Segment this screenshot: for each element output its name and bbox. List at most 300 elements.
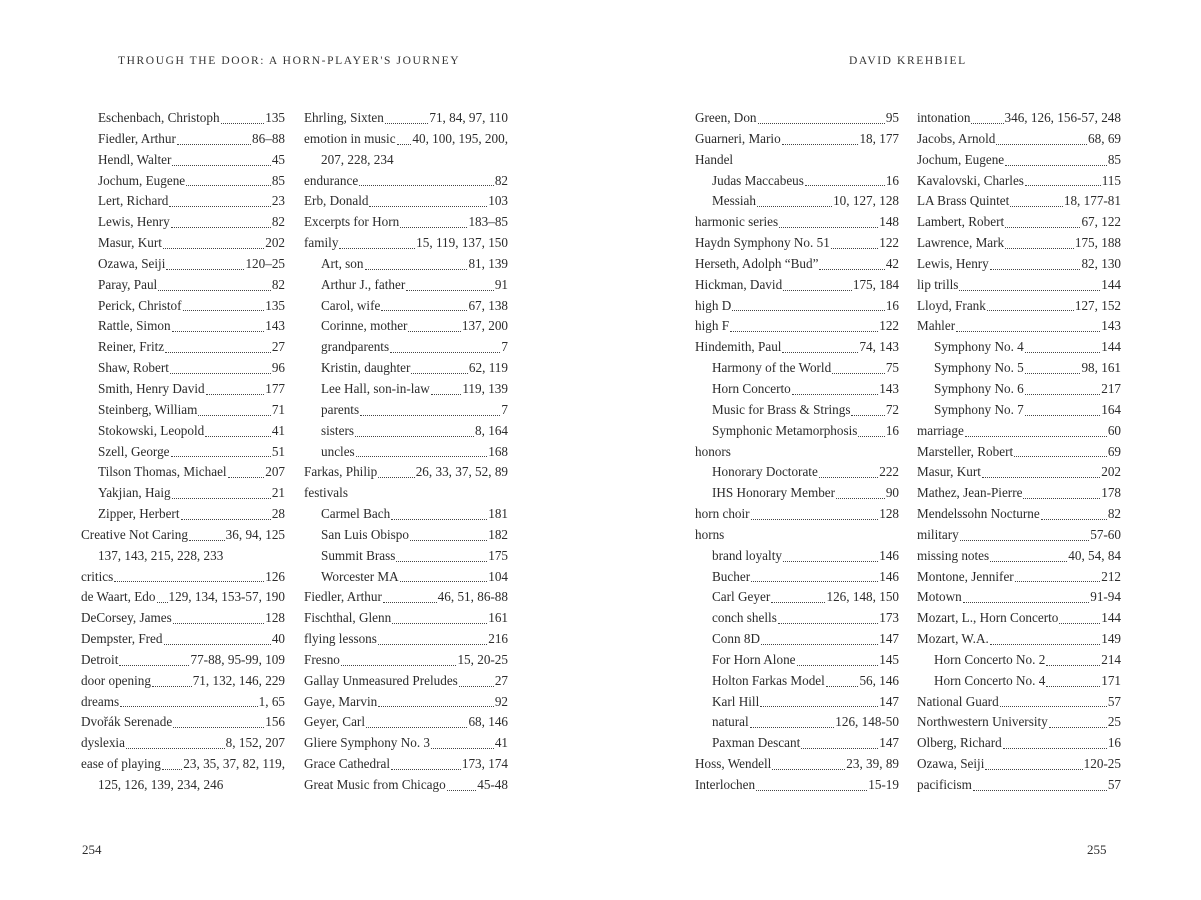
index-page-refs: 16 — [885, 422, 899, 438]
index-subentry — [81, 150, 285, 171]
dot-leader — [1005, 227, 1080, 228]
index-term: Herseth, Adolph “Bud” — [695, 255, 819, 271]
index-term: Paray, Paul — [98, 276, 158, 292]
index-page-refs: 57 — [1107, 693, 1121, 709]
dot-leader — [365, 269, 468, 270]
index-term: marriage — [917, 422, 964, 438]
index-page-refs: 57-60 — [1090, 526, 1121, 542]
dot-leader — [1059, 623, 1100, 624]
index-term: Creative Not Caring — [81, 526, 188, 542]
dot-leader — [1023, 498, 1100, 499]
index-subentry — [304, 337, 508, 358]
left-page — [0, 0, 600, 900]
index-term: Honorary Doctorate — [712, 464, 818, 480]
index-term: Ozawa, Seiji — [917, 756, 985, 772]
dot-leader — [171, 227, 271, 228]
index-page-refs: 182 — [488, 526, 508, 542]
index-term: critics — [81, 568, 114, 584]
index-entry — [917, 254, 1121, 275]
index-page-refs: 127, 152 — [1074, 297, 1121, 313]
index-term: Bucher — [712, 568, 751, 584]
index-page-refs: 71, 132, 146, 229 — [192, 672, 285, 688]
index-page-refs: 146 — [879, 568, 899, 584]
index-page-refs: 96 — [271, 360, 285, 376]
dot-leader — [1046, 665, 1100, 666]
dot-leader — [783, 290, 852, 291]
index-page-refs-continuation: 125, 126, 139, 234, 246 — [98, 777, 224, 792]
index-subentry — [304, 275, 508, 296]
index-term: parents — [321, 401, 360, 417]
index-page-refs: 98, 161 — [1081, 360, 1121, 376]
index-subentry — [695, 608, 899, 629]
index-page-refs: 23 — [271, 193, 285, 209]
index-term: Lee Hall, son-in-law — [321, 380, 430, 396]
index-term: IHS Honorary Member — [712, 485, 836, 501]
index-entry — [917, 150, 1121, 171]
index-page-refs: 72 — [885, 401, 899, 417]
dot-leader — [771, 602, 825, 603]
index-entry — [304, 233, 508, 254]
dot-leader — [183, 310, 265, 311]
index-page-refs: 82 — [271, 276, 285, 292]
index-page-refs: 69 — [1107, 443, 1121, 459]
dot-leader — [171, 456, 271, 457]
dot-leader — [960, 540, 1089, 541]
index-page-refs: 67, 122 — [1081, 214, 1121, 230]
index-page-refs: 28 — [271, 506, 285, 522]
index-page-refs: 71 — [271, 401, 285, 417]
dot-leader — [1049, 727, 1107, 728]
dot-leader — [996, 144, 1087, 145]
index-entry — [917, 712, 1121, 733]
index-subentry — [695, 671, 899, 692]
dot-leader — [366, 727, 467, 728]
index-subentry — [81, 337, 285, 358]
index-entry — [304, 775, 508, 796]
dot-leader — [400, 227, 467, 228]
dot-leader — [410, 540, 487, 541]
index-term: Gliere Symphony No. 3 — [304, 735, 431, 751]
dot-leader — [120, 706, 258, 707]
index-term: Olberg, Richard — [917, 735, 1002, 751]
dot-leader — [1046, 686, 1100, 687]
index-page-refs: 202 — [265, 235, 285, 251]
dot-leader — [990, 561, 1067, 562]
index-page-refs: 26, 33, 37, 52, 89 — [415, 464, 508, 480]
index-entry — [695, 337, 899, 358]
dot-leader — [152, 686, 192, 687]
running-head-book-title: THROUGH THE DOOR: A HORN-PLAYER'S JOURNEY — [118, 55, 461, 67]
index-page-refs: 104 — [488, 568, 508, 584]
index-page-refs: 128 — [879, 506, 899, 522]
index-entry — [917, 567, 1121, 588]
index-page-refs: 15-19 — [868, 777, 899, 792]
index-term: Perick, Christof — [98, 297, 182, 313]
index-page-refs: 75 — [885, 360, 899, 376]
index-page-refs-continuation: 207, 228, 234 — [321, 151, 394, 167]
index-subentry — [304, 525, 508, 546]
index-term: Dempster, Fred — [81, 631, 163, 647]
dot-leader — [383, 602, 437, 603]
dot-leader — [1025, 373, 1081, 374]
index-entry — [917, 608, 1121, 629]
index-subentry — [304, 254, 508, 275]
index-subentry — [81, 442, 285, 463]
index-page-refs: 15, 119, 137, 150 — [416, 235, 508, 251]
index-page-refs: 85 — [1107, 151, 1121, 167]
index-page-refs: 119, 139 — [462, 380, 508, 396]
dot-leader — [126, 748, 225, 749]
index-entry — [304, 692, 508, 713]
index-term: Horn Concerto No. 2 — [934, 651, 1046, 667]
index-term: Symphony No. 4 — [934, 339, 1024, 355]
index-term: harmonic series — [695, 214, 779, 230]
index-page-refs: 202 — [1101, 464, 1121, 480]
index-term: Green, Don — [695, 110, 757, 125]
index-entry — [917, 733, 1121, 754]
index-entry — [917, 171, 1121, 192]
index-entry — [81, 650, 285, 671]
index-entry — [917, 108, 1121, 129]
index-term: horns — [695, 526, 725, 542]
index-subentry — [304, 358, 508, 379]
index-subentry — [81, 129, 285, 150]
dot-leader — [982, 477, 1100, 478]
index-term: LA Brass Quintet — [917, 193, 1010, 209]
index-page-refs: 25 — [1107, 714, 1121, 730]
index-term: Horn Concerto No. 4 — [934, 672, 1046, 688]
index-term: Harmony of the World — [712, 360, 832, 376]
index-entry — [81, 754, 285, 775]
index-page-refs: 129, 134, 153-57, 190 — [168, 589, 285, 605]
dot-leader — [369, 206, 487, 207]
index-entry — [304, 733, 508, 754]
index-page-refs: 91 — [494, 276, 508, 292]
index-term: Fiedler, Arthur — [98, 130, 176, 146]
index-page-refs: 86–88 — [252, 130, 285, 146]
index-entry — [917, 754, 1121, 775]
index-page-refs: 207 — [265, 464, 285, 480]
index-page-refs: 126 — [265, 568, 285, 584]
index-page-refs: 27 — [271, 339, 285, 355]
index-term: Lert, Richard — [98, 193, 169, 209]
dot-leader — [792, 394, 878, 395]
index-page-refs: 40, 100, 195, 200, — [412, 130, 508, 146]
index-term: Interlochen — [695, 777, 756, 792]
index-subentry — [695, 171, 899, 192]
index-term: San Luis Obispo — [321, 526, 409, 542]
index-term: For Horn Alone — [712, 651, 796, 667]
index-entry — [917, 233, 1121, 254]
dot-leader — [341, 665, 457, 666]
index-term: Hindemith, Paul — [695, 339, 782, 355]
index-entry — [304, 754, 508, 775]
index-page-refs: 146 — [879, 547, 899, 563]
index-page-refs: 1, 65 — [258, 693, 285, 709]
dot-leader — [836, 498, 885, 499]
dot-leader — [172, 498, 271, 499]
dot-leader — [198, 415, 270, 416]
index-subentry — [81, 296, 285, 317]
index-term: Art, son — [321, 255, 364, 271]
index-subentry — [695, 358, 899, 379]
index-term: Music for Brass & Strings — [712, 401, 851, 417]
index-page-refs: 183–85 — [468, 214, 508, 230]
dot-leader — [832, 373, 885, 374]
index-page-refs: 45-48 — [477, 777, 508, 792]
dot-leader — [221, 123, 265, 124]
index-page-refs: 175, 188 — [1074, 235, 1121, 251]
index-term: Farkas, Philip — [304, 464, 378, 480]
index-entry — [917, 483, 1121, 504]
index-term: Gaye, Marvin — [304, 693, 378, 709]
index-entry — [917, 129, 1121, 150]
index-term: Kristin, daughter — [321, 360, 411, 376]
dot-leader — [177, 144, 251, 145]
index-page-refs: 7 — [501, 339, 508, 355]
index-term: Carl Geyer — [712, 589, 771, 605]
index-term: Jacobs, Arnold — [917, 130, 996, 146]
index-page-refs: 222 — [879, 464, 899, 480]
dot-leader — [206, 394, 265, 395]
index-page-refs: 143 — [879, 380, 899, 396]
dot-leader — [166, 269, 244, 270]
index-subentry — [81, 462, 285, 483]
dot-leader — [447, 790, 476, 791]
dot-leader — [750, 727, 835, 728]
index-term: conch shells — [712, 610, 777, 626]
index-term: endurance — [304, 172, 359, 188]
index-entry — [304, 108, 508, 129]
index-term: Fischthal, Glenn — [304, 610, 392, 626]
index-term: Masur, Kurt — [98, 235, 162, 251]
index-term: Marsteller, Robert — [917, 443, 1014, 459]
index-entry — [695, 254, 899, 275]
dot-leader — [397, 144, 412, 145]
index-page-refs: 135 — [265, 110, 285, 125]
index-page-refs: 126, 148, 150 — [826, 589, 899, 605]
index-page-refs: 21 — [271, 485, 285, 501]
index-page-refs: 120-25 — [1083, 756, 1121, 772]
index-page-refs: 214 — [1101, 651, 1121, 667]
dot-leader — [783, 561, 878, 562]
dot-leader — [761, 644, 878, 645]
index-term: Ozawa, Seiji — [98, 255, 166, 271]
index-entry — [695, 233, 899, 254]
index-entry — [304, 171, 508, 192]
dot-leader — [411, 373, 468, 374]
dot-leader — [990, 269, 1081, 270]
index-page-refs: 147 — [879, 631, 899, 647]
index-page-refs: 173, 174 — [461, 756, 508, 772]
dot-leader — [826, 686, 859, 687]
index-subentry — [695, 379, 899, 400]
dot-leader — [359, 185, 494, 186]
dot-leader — [965, 436, 1107, 437]
index-column — [695, 108, 899, 796]
index-term: Detroit — [81, 651, 119, 667]
index-term: Erb, Donald — [304, 193, 369, 209]
index-entry — [81, 608, 285, 629]
index-page-refs: 51 — [271, 443, 285, 459]
index-entry — [304, 608, 508, 629]
dot-leader — [356, 456, 488, 457]
dot-leader — [165, 352, 271, 353]
index-term: flying lessons — [304, 631, 377, 647]
dot-leader — [987, 310, 1074, 311]
index-term: Karl Hill — [712, 693, 760, 709]
page-number: 255 — [1087, 842, 1107, 857]
dot-leader — [391, 769, 461, 770]
index-entry — [917, 525, 1121, 546]
index-column — [81, 108, 285, 796]
index-page-refs: 67, 138 — [468, 297, 508, 313]
dot-leader — [730, 331, 878, 332]
index-page-refs: 122 — [879, 318, 899, 334]
index-page-refs: 90 — [885, 485, 899, 501]
index-subentry — [81, 171, 285, 192]
index-term: Paxman Descant — [712, 735, 801, 751]
index-entry — [304, 483, 508, 504]
dot-leader — [205, 436, 271, 437]
index-term: Reiner, Fritz — [98, 339, 165, 355]
index-page-refs: 77-88, 95-99, 109 — [190, 651, 285, 667]
index-page-refs: 168 — [488, 443, 508, 459]
index-term: Lawrence, Mark — [917, 235, 1005, 251]
index-term: Mendelssohn Nocturne — [917, 506, 1040, 522]
index-term: Shaw, Robert — [98, 360, 169, 376]
index-subentry — [695, 567, 899, 588]
dot-leader — [1025, 394, 1100, 395]
dot-leader — [1025, 185, 1101, 186]
index-entry — [917, 442, 1121, 463]
index-subentry — [695, 400, 899, 421]
dot-leader — [181, 519, 271, 520]
index-page-refs: 144 — [1101, 276, 1121, 292]
dot-leader — [797, 665, 879, 666]
index-term: family — [304, 235, 339, 251]
index-entry — [695, 775, 899, 796]
dot-leader — [963, 602, 1090, 603]
index-page-refs: 16 — [1107, 735, 1121, 751]
dot-leader — [459, 686, 494, 687]
index-term: Northwestern University — [917, 714, 1048, 730]
index-term: Lewis, Henry — [98, 214, 170, 230]
dot-leader — [164, 644, 271, 645]
dot-leader — [158, 290, 271, 291]
index-term: missing notes — [917, 547, 990, 563]
index-subentry — [917, 358, 1121, 379]
index-term: Kavalovski, Charles — [917, 172, 1024, 188]
index-term: Summit Brass — [321, 547, 396, 563]
index-subentry — [81, 108, 285, 129]
index-subentry — [304, 421, 508, 442]
right-page — [601, 0, 1201, 900]
index-entry — [695, 212, 899, 233]
index-term: Stokowski, Leopold — [98, 422, 205, 438]
index-term: Fresno — [304, 651, 340, 667]
index-term: Haydn Symphony No. 51 — [695, 235, 830, 251]
index-entry — [917, 775, 1121, 796]
index-page-refs: 164 — [1101, 401, 1121, 417]
index-entry — [695, 442, 899, 463]
index-entry — [917, 296, 1121, 317]
index-page-refs: 147 — [879, 693, 899, 709]
dot-leader — [400, 581, 488, 582]
index-term: Symphony No. 5 — [934, 360, 1024, 376]
index-subentry — [81, 358, 285, 379]
dot-leader — [819, 269, 884, 270]
index-page-refs: 173 — [879, 610, 899, 626]
index-page-refs: 16 — [885, 297, 899, 313]
index-term: Judas Maccabeus — [712, 172, 804, 188]
index-subentry — [81, 504, 285, 525]
index-entry — [304, 671, 508, 692]
index-entry — [695, 296, 899, 317]
index-subentry — [81, 212, 285, 233]
index-page-refs: 18, 177 — [859, 130, 899, 146]
dot-leader — [1000, 706, 1107, 707]
index-term: Jochum, Eugene — [917, 151, 1005, 167]
index-subentry — [695, 692, 899, 713]
index-term: dreams — [81, 693, 120, 709]
index-term: National Guard — [917, 693, 999, 709]
index-page-refs: 346, 126, 156-57, 248 — [1004, 110, 1121, 125]
index-column — [917, 108, 1121, 796]
dot-leader — [119, 665, 189, 666]
dot-leader — [170, 373, 271, 374]
index-term: Lewis, Henry — [917, 255, 989, 271]
index-page-refs: 137, 200 — [461, 318, 508, 334]
index-page-refs: 82 — [494, 172, 508, 188]
index-term: Mozart, W.A. — [917, 631, 989, 647]
index-subentry — [81, 421, 285, 442]
dot-leader — [228, 477, 265, 478]
index-subentry — [81, 483, 285, 504]
dot-leader — [858, 436, 884, 437]
index-page-refs: 16 — [885, 172, 899, 188]
dot-leader — [973, 790, 1107, 791]
dot-leader — [760, 706, 878, 707]
index-entry — [695, 108, 899, 129]
index-page-refs: 216 — [488, 631, 508, 647]
index-term: Lambert, Robert — [917, 214, 1005, 230]
index-subentry — [695, 462, 899, 483]
index-term: Holton Farkas Model — [712, 672, 825, 688]
index-subentry — [695, 650, 899, 671]
index-page-refs: 82, 130 — [1081, 255, 1121, 271]
index-term: Montone, Jennifer — [917, 568, 1014, 584]
dot-leader — [959, 290, 1100, 291]
index-page-refs: 144 — [1101, 339, 1121, 355]
index-term: Yakjian, Haig — [98, 485, 171, 501]
index-term: Excerpts for Horn — [304, 214, 400, 230]
index-term: Mahler — [917, 318, 956, 334]
index-entry — [917, 212, 1121, 233]
index-page-refs: 115 — [1101, 172, 1121, 188]
index-term: Hendl, Walter — [98, 151, 172, 167]
dot-leader — [756, 790, 867, 791]
index-page-refs: 62, 119 — [468, 360, 508, 376]
index-page-refs: 149 — [1101, 631, 1121, 647]
index-page-refs: 171 — [1101, 672, 1121, 688]
index-page-refs: 23, 35, 37, 82, 119, — [183, 756, 285, 772]
dot-leader — [431, 394, 462, 395]
index-subentry — [917, 671, 1121, 692]
index-page-refs: 71, 84, 97, 110 — [429, 110, 508, 125]
index-subentry — [304, 316, 508, 337]
index-term: Guarneri, Mario — [695, 130, 781, 146]
